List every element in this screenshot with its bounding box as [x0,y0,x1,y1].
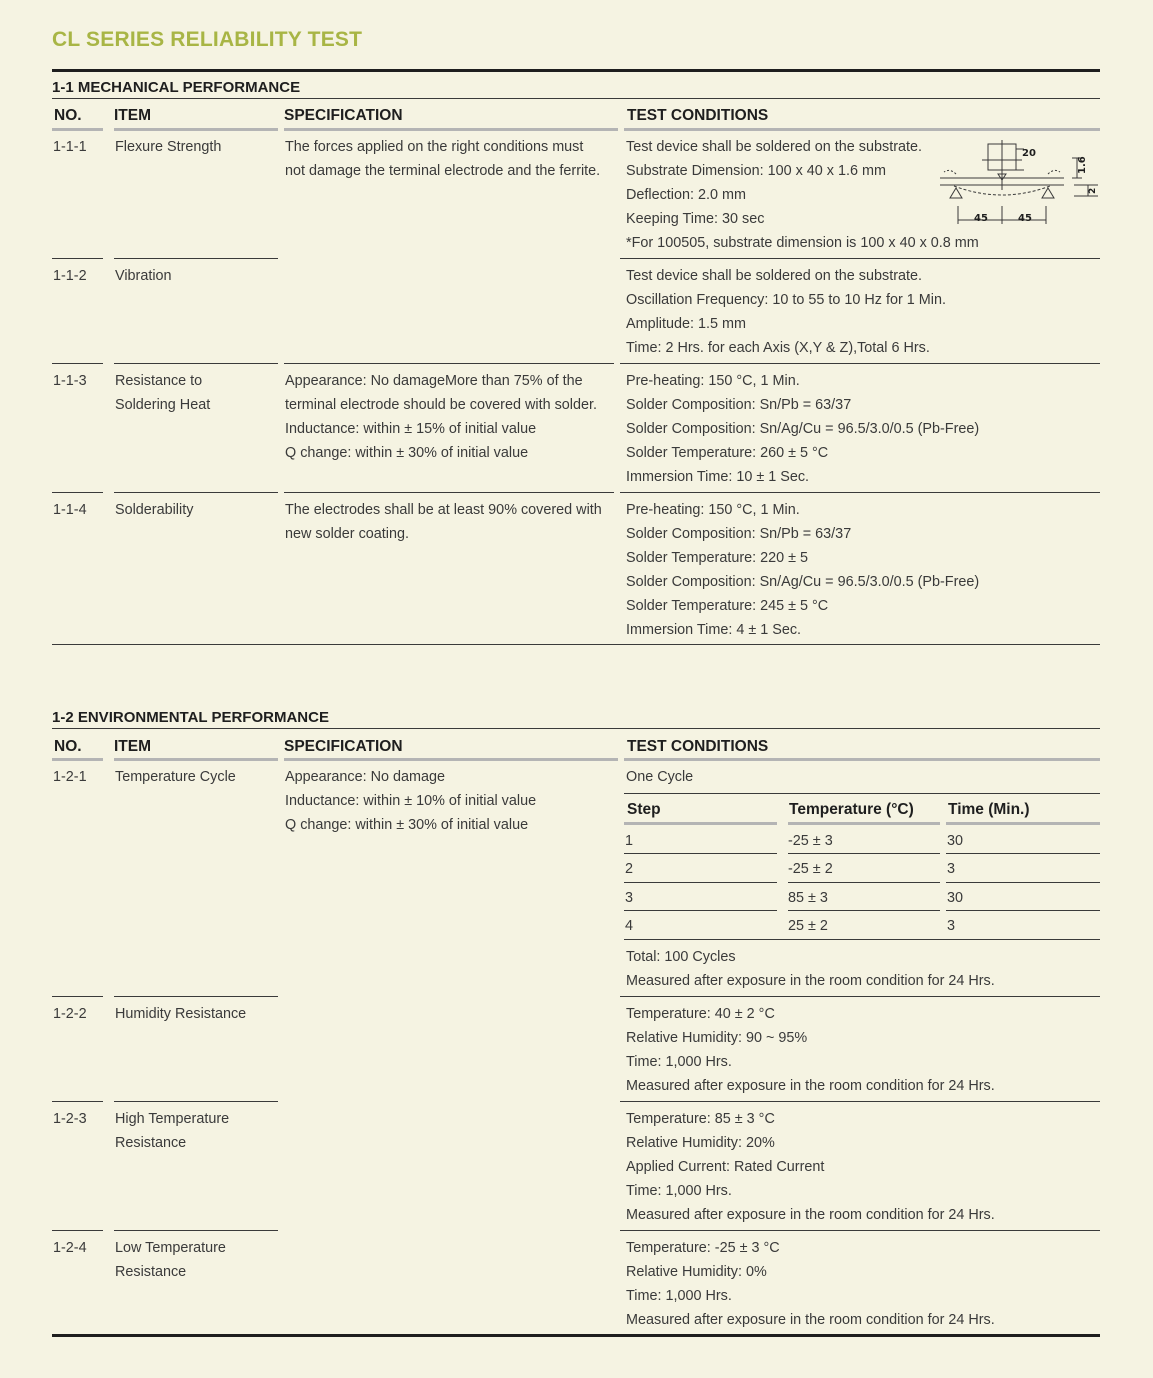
condition-line: Pre-heating: 150 °C, 1 Min. [626,373,800,389]
row-divider [114,996,278,997]
condition-line: Oscillation Frequency: 10 to 55 to 10 Hz for 1 Min. [626,292,946,308]
condition-line: Relative Humidity: 0% [626,1264,767,1280]
header-rule [284,128,618,131]
cycle-header-step: Step [627,801,661,818]
row-item [115,765,236,789]
condition-line: Solder Composition: Sn/Pb = 63/37 [626,397,852,413]
header-rule [114,128,278,131]
row-divider [620,492,1100,493]
row-no: 1-2-3 [53,1111,87,1127]
row-divider [114,492,278,493]
row-divider [52,492,103,493]
row-divider [52,258,103,259]
spec-line: The forces applied on the right conditions must [285,139,584,155]
row-conditions [626,264,946,360]
row-no: 1-1-1 [53,139,87,155]
condition-line: Temperature: -25 ± 3 °C [626,1240,780,1256]
cycle-cell: 4 [625,918,634,934]
condition-line: Keeping Time: 30 sec [626,211,765,227]
condition-line: Solder Temperature: 220 ± 5 [626,550,809,566]
row-divider [620,1101,1100,1102]
condition-line: Measured after exposure in the room condition for 24 Hrs. [626,973,995,989]
cycle-row-rule [624,853,777,854]
condition-line: Temperature: 40 ± 2 °C [626,1006,775,1022]
condition-line: Applied Current: Rated Current [626,1159,825,1175]
condition-line: Test device shall be soldered on the substrate. [626,139,922,155]
cycle-table-bottom-rule [624,939,1100,940]
item-line: Humidity Resistance [115,1006,247,1022]
header-rule [624,128,1100,131]
row-no: 1-2-4 [53,1240,87,1256]
diagram-label: 1.6 [1077,156,1088,174]
spec-line: Q change: within ± 30% of initial value [285,445,529,461]
row-conditions [626,1107,995,1227]
diagram-label: 2 [1088,187,1098,194]
section-rule [52,98,1100,99]
row-divider [620,1230,1100,1231]
row-no: 1-1-2 [53,268,87,284]
row-conditions [626,135,979,255]
item-line: Flexure Strength [115,139,222,155]
row-divider [114,1230,278,1231]
row-conditions [626,1236,995,1332]
header-item: ITEM [114,107,152,124]
condition-line: Solder Composition: Sn/Ag/Cu = 96.5/3.0/0.5 (Pb-Free) [626,421,980,437]
condition-line: Measured after exposure in the room condition for 24 Hrs. [626,1078,995,1094]
cycle-cell: 1 [625,833,634,849]
spec-line: not damage the terminal electrode and the ferrite. [285,163,601,179]
row-conditions [626,1002,995,1098]
condition-line: Time: 1,000 Hrs. [626,1183,732,1199]
condition-line: Total: 100 Cycles [626,949,736,965]
item-line: Resistance [115,1264,187,1280]
cycle-header-rule [788,822,940,825]
row-divider [114,363,278,364]
row-divider [114,1101,278,1102]
item-line: High Temperature [115,1111,230,1127]
spec-line: Inductance: within ± 15% of initial value [285,421,537,437]
condition-line: Relative Humidity: 20% [626,1135,775,1151]
row-divider [52,1101,103,1102]
row-divider [620,996,1100,997]
condition-line: Measured after exposure in the room condition for 24 Hrs. [626,1207,995,1223]
condition-line: Time: 2 Hrs. for each Axis (X,Y & Z),Total 6 Hrs. [626,340,930,356]
spec-line: new solder coating. [285,526,409,542]
row-divider [284,492,614,493]
cycle-row-rule [788,853,940,854]
item-line: Soldering Heat [115,397,211,413]
row-conditions [626,945,995,993]
section-rule [52,728,1100,729]
cycle-cell: -25 ± 3 [788,833,833,849]
condition-line: Time: 1,000 Hrs. [626,1054,732,1070]
cycle-cell: 3 [625,890,634,906]
condition-line: Test device shall be soldered on the substrate. [626,268,922,284]
title-rule [52,69,1100,72]
row-conditions [626,498,979,642]
header-specification: SPECIFICATION [284,738,403,755]
spec-line: The electrodes shall be at least 90% covered with [285,502,602,518]
header-rule [114,758,278,761]
cycle-cell: 30 [947,890,964,906]
header-rule [52,758,103,761]
cycle-row-rule [788,910,940,911]
section-title-mechanical: 1-1 MECHANICAL PERFORMANCE [52,79,301,96]
row-conditions [626,369,979,489]
cycle-row-rule [946,853,1100,854]
row-item [115,498,193,522]
item-line: Resistance [115,1135,187,1151]
condition-line: Immersion Time: 10 ± 1 Sec. [626,469,810,485]
row-specification [285,498,602,546]
condition-line: Pre-heating: 150 °C, 1 Min. [626,502,800,518]
cycle-row-rule [788,882,940,883]
row-no: 1-1-4 [53,502,87,518]
row-specification [285,765,536,837]
cycle-row-rule [624,882,777,883]
row-divider [620,363,1100,364]
row-item [115,1236,226,1284]
section-title-environmental: 1-2 ENVIRONMENTAL PERFORMANCE [52,709,329,726]
cycle-row-rule [946,910,1100,911]
header-test-conditions: TEST CONDITIONS [627,107,769,124]
one-cycle-label: One Cycle [626,769,694,785]
header-test-conditions: TEST CONDITIONS [627,738,769,755]
header-rule [52,128,103,131]
item-line: Resistance to [115,373,203,389]
condition-line: Solder Temperature: 260 ± 5 °C [626,445,829,461]
condition-line: Deflection: 2.0 mm [626,187,746,203]
condition-line: *For 100505, substrate dimension is 100 x 40 x 0.8 mm [626,235,979,251]
item-line: Solderability [115,502,194,518]
row-no: 1-1-3 [53,373,87,389]
row-item [115,1107,229,1155]
item-line: Vibration [115,268,172,284]
cycle-header-rule [946,822,1100,825]
spec-line: Q change: within ± 30% of initial value [285,817,529,833]
row-divider [284,363,614,364]
row-specification [285,135,601,183]
row-divider [52,996,103,997]
condition-line: Solder Composition: Sn/Ag/Cu = 96.5/3.0/0.5 (Pb-Free) [626,574,980,590]
cycle-cell: 3 [947,918,956,934]
header-rule [624,758,1100,761]
row-item [115,1002,246,1026]
condition-line: Solder Composition: Sn/Pb = 63/37 [626,526,852,542]
cycle-header-time: Time (Min.) [948,801,1030,818]
row-divider [114,258,278,259]
spec-line: Inductance: within ± 10% of initial value [285,793,537,809]
header-no: NO. [54,107,82,124]
cycle-cell: 3 [947,861,956,877]
diagram-label: 45 [1018,213,1032,224]
diagram-label: 45 [974,213,988,224]
cycle-header-temperature: Temperature (°C) [789,801,914,818]
condition-line: Measured after exposure in the room condition for 24 Hrs. [626,1312,995,1328]
condition-line: Relative Humidity: 90 ~ 95% [626,1030,808,1046]
row-item [115,369,210,417]
header-item: ITEM [114,738,152,755]
diagram-label: 20 [1022,148,1036,159]
condition-line: Immersion Time: 4 ± 1 Sec. [626,622,802,638]
cycle-cell: 85 ± 3 [788,890,828,906]
condition-line: Solder Temperature: 245 ± 5 °C [626,598,829,614]
condition-line: Substrate Dimension: 100 x 40 x 1.6 mm [626,163,886,179]
row-no: 1-2-1 [53,769,87,785]
item-line: Temperature Cycle [115,769,236,785]
cycle-row-rule [946,882,1100,883]
cycle-cell: -25 ± 2 [788,861,833,877]
header-rule [284,758,618,761]
cycle-row-rule [624,910,777,911]
item-line: Low Temperature [115,1240,226,1256]
spec-line: Appearance: No damageMore than 75% of the [285,373,583,389]
condition-line: Time: 1,000 Hrs. [626,1288,732,1304]
header-no: NO. [54,738,82,755]
flexure-test-diagram [936,138,1102,230]
page-bottom-rule [52,1334,1100,1337]
header-specification: SPECIFICATION [284,107,403,124]
cycle-header-rule [624,822,777,825]
condition-line: Amplitude: 1.5 mm [626,316,746,332]
page-title: CL SERIES RELIABILITY TEST [52,28,363,51]
cycle-table-top-rule [624,793,1100,794]
section-end-rule [52,644,1100,645]
spec-line: Appearance: No damage [285,769,446,785]
row-divider [620,258,1100,259]
row-divider [52,363,103,364]
cycle-cell: 30 [947,833,964,849]
row-divider [52,1230,103,1231]
row-item [115,135,221,159]
cycle-cell: 25 ± 2 [788,918,828,934]
row-specification [285,369,597,465]
cycle-cell: 2 [625,861,634,877]
condition-line: Temperature: 85 ± 3 °C [626,1111,775,1127]
row-no: 1-2-2 [53,1006,87,1022]
spec-line: terminal electrode should be covered with solder. [285,397,597,413]
row-item [115,264,172,288]
